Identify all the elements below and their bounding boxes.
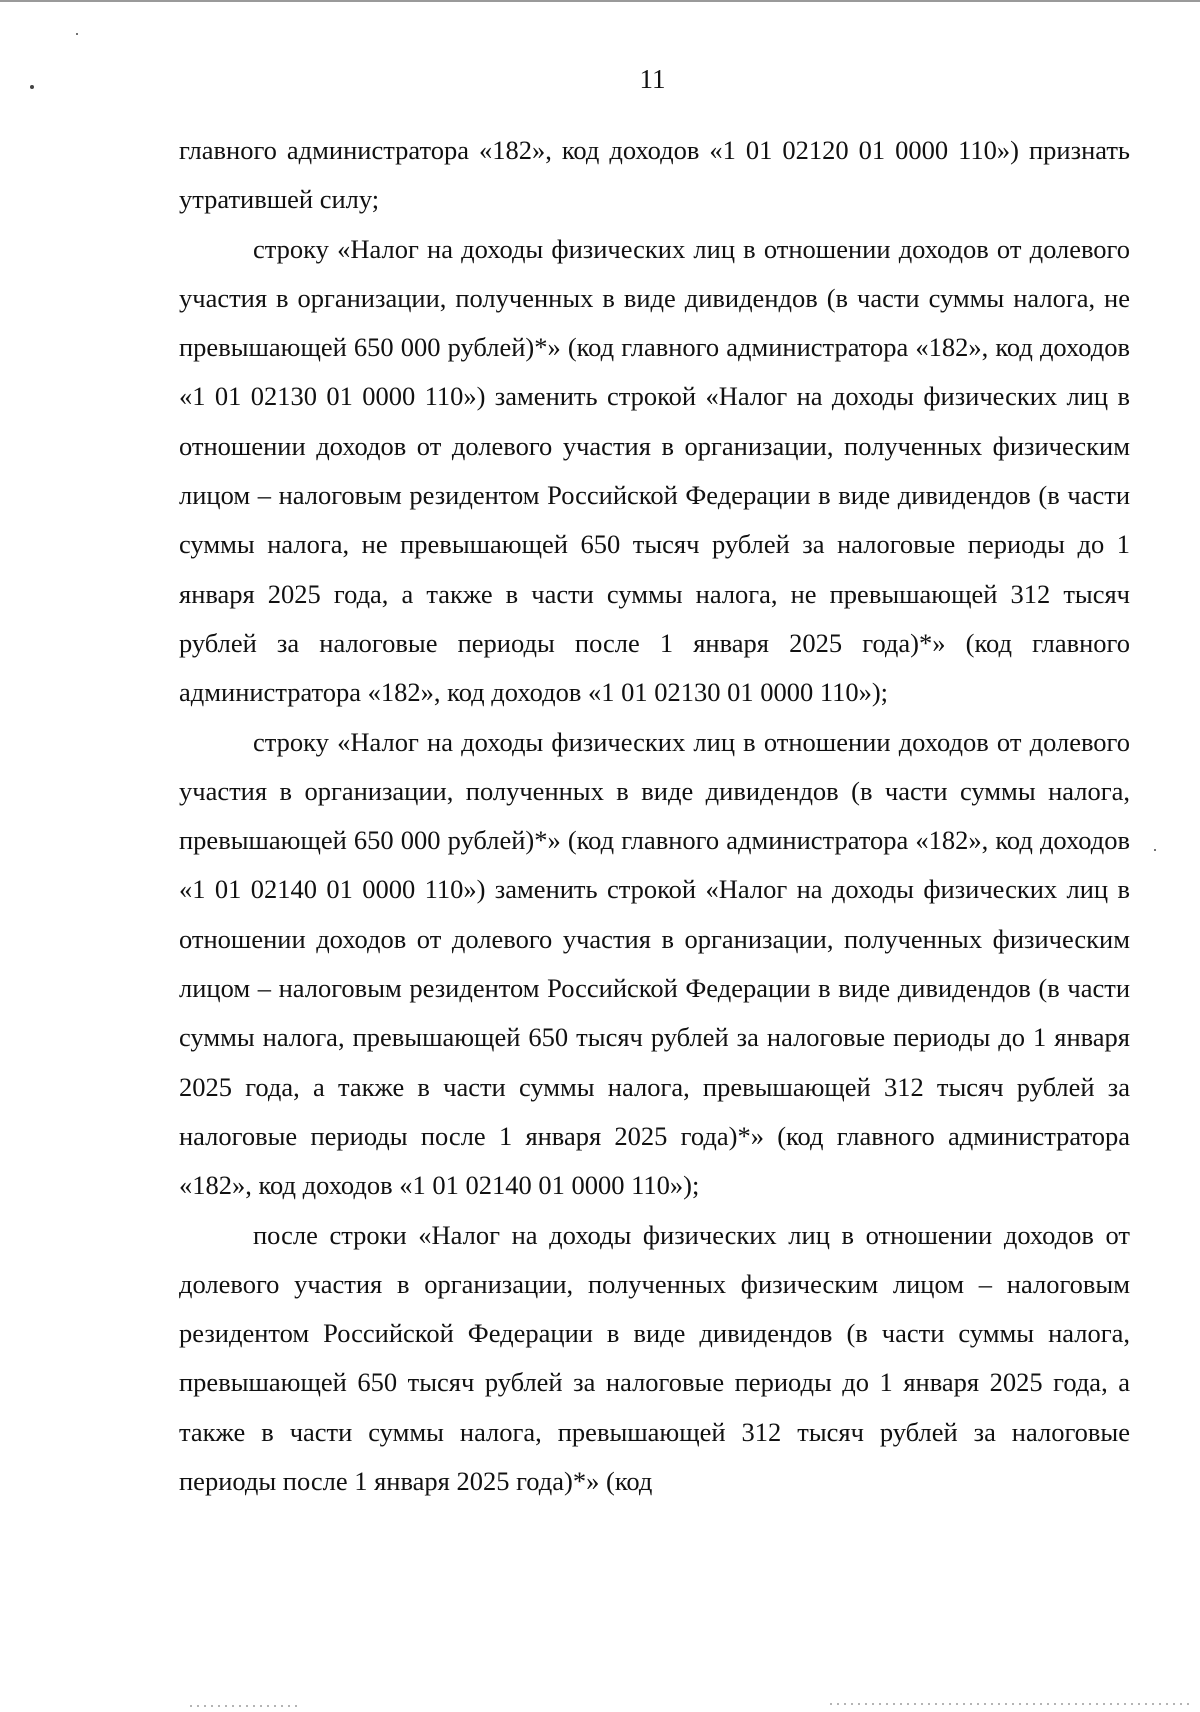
- scan-speck: [30, 85, 34, 89]
- scan-speck: [1154, 849, 1156, 851]
- scan-top-edge: [0, 0, 1200, 2]
- paragraph-4: после строки «Налог на доходы физических лиц в отношении доходов от долевого участия в организации, полученных физическим лицом – налоговым резидентом Российской Федерации в виде дивидендов (в части суммы налога, превышающей 650 тысяч рублей за налоговые периоды до 1 января 2025 года, а также в части суммы налога, превышающей 312 тысяч рублей за налоговые периоды после 1 января 2025 года)*» (код: [179, 1219, 1130, 1497]
- scan-speck: [76, 33, 78, 35]
- paragraph-2: строку «Налог на доходы физических лиц в отношении доходов от долевого участия в организации, полученных в виде дивидендов (в части суммы налога, не превышающей 650 000 рублей)*» (код главного администратора «182», код доходов «1 01 02130 01 0000 110») заменить строкой «Налог на доходы физических лиц в отношении доходов от долевого участия в организации, полученных физическим лицом – налоговым резидентом Российской Федерации в виде дивидендов (в части суммы налога, не превышающей 650 тысяч рублей за налоговые периоды до 1 января 2025 года, а также в части суммы налога, не превышающей 312 тысяч рублей за налоговые периоды после 1 января 2025 года)*» (код главного администратора «182», код доходов «1 01 02130 01 0000 110»);: [179, 233, 1130, 708]
- paragraph-1: главного администратора «182», код доходов «1 01 02120 01 0000 110») признать утратившей силу;: [179, 135, 1130, 215]
- document-body: [179, 126, 1130, 1506]
- page-number: 11: [639, 64, 666, 94]
- scan-noise-bottom-left: [190, 1705, 300, 1707]
- scan-noise-bottom-right: [830, 1703, 1190, 1705]
- paragraph-3: строку «Налог на доходы физических лиц в отношении доходов от долевого участия в организации, полученных в виде дивидендов (в части суммы налога, превышающей 650 000 рублей)*» (код главного администратора «182», код доходов «1 01 02140 01 0000 110») заменить строкой «Налог на доходы физических лиц в отношении доходов от долевого участия в организации, полученных физическим лицом – налоговым резидентом Российской Федерации в виде дивидендов (в части суммы налога, превышающей 650 тысяч рублей за налоговые периоды до 1 января 2025 года, а также в части суммы налога, превышающей 312 тысяч рублей за налоговые периоды после 1 января 2025 года)*» (код главного администратора «182», код доходов «1 01 02140 01 0000 110»);: [179, 726, 1130, 1201]
